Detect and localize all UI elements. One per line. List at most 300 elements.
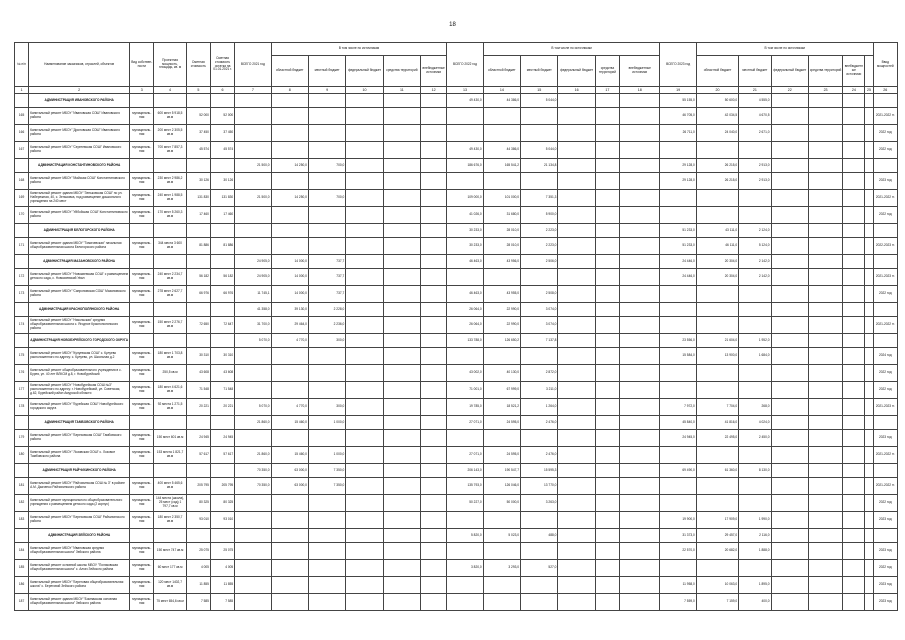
- row-value: [271, 173, 308, 190]
- row-value: [447, 512, 483, 529]
- column-number: 14: [483, 87, 520, 94]
- row-value: [696, 317, 738, 334]
- row-value: [865, 286, 873, 303]
- row-name: Капитальный ремонт здания МБОУ "Зеньковская СОШ" по ул. Набережная, 40, с. Зеньковка, под размещение дошкольного учреждения на 240 мест: [29, 190, 130, 207]
- row-value: [696, 365, 738, 382]
- row-value: [483, 173, 520, 190]
- row-name: Капитальный ремонт МБОУ "Березовская СОШ" Тамбовского района: [29, 430, 130, 447]
- row-value: [421, 382, 447, 399]
- row-value: 700,0: [308, 190, 345, 207]
- row-value: [308, 560, 345, 577]
- row-value: [620, 190, 660, 207]
- row-value: [808, 125, 842, 142]
- row-value: [739, 303, 771, 317]
- row-value: 7 585: [186, 594, 210, 611]
- row-value: 7 704,0: [696, 399, 738, 416]
- row-kind: муниципаль-ная: [130, 447, 154, 464]
- row-value: [271, 560, 308, 577]
- row-value: [235, 495, 271, 512]
- row-value: [210, 303, 234, 317]
- row-value: 488,0: [521, 529, 558, 543]
- row-value: 131 830: [186, 190, 210, 207]
- row-value: 21 860,0: [235, 416, 271, 430]
- row-year: 2023 год: [873, 430, 897, 447]
- row-value: [595, 286, 619, 303]
- table-row: [15, 447, 898, 464]
- row-value: [308, 207, 345, 224]
- row-value: 63 000,0: [271, 478, 308, 495]
- row-value: 109 000,0: [447, 190, 483, 207]
- row-value: [421, 190, 447, 207]
- row-name: Капитальный ремонт МБОУ "Дроновская СОШ" Ивановского района: [29, 125, 130, 142]
- row-value: 30 310: [210, 348, 234, 365]
- row-value: [843, 255, 865, 269]
- row-index: [15, 303, 29, 317]
- header-source: средства территорий: [595, 56, 619, 87]
- row-value: [346, 173, 383, 190]
- column-number: 3: [130, 87, 154, 94]
- header-name: Наименование заказчиков, отраслей, объектов: [29, 43, 130, 87]
- row-value: 69 490,0: [660, 464, 696, 478]
- row-index: 185: [15, 560, 29, 577]
- row-value: [771, 512, 808, 529]
- row-value: 133 788,0: [447, 334, 483, 348]
- row-value: 31 680,0: [483, 207, 520, 224]
- row-value: [421, 529, 447, 543]
- row-index: [15, 224, 29, 238]
- row-value: [521, 269, 558, 286]
- row-year: 2021-2023 гг.: [873, 269, 897, 286]
- row-value: [595, 577, 619, 594]
- row-year: [873, 416, 897, 430]
- row-value: 56 182: [210, 269, 234, 286]
- row-value: 2 124,0: [739, 224, 771, 238]
- row-value: [421, 269, 447, 286]
- row-value: [771, 365, 808, 382]
- row-cap: 230 мест 2 986,2 кв.м: [154, 173, 186, 190]
- row-value: 2 450,0: [739, 430, 771, 447]
- row-value: 15 460,0: [271, 447, 308, 464]
- row-value: 5 900,0: [521, 207, 558, 224]
- row-year: 2021-2022 гг.: [873, 190, 897, 207]
- row-value: 80 325: [186, 495, 210, 512]
- row-value: [271, 142, 308, 159]
- row-value: 2 223,0: [521, 238, 558, 255]
- row-value: [308, 594, 345, 611]
- row-value: [346, 159, 383, 173]
- row-value: 3 263,0: [521, 495, 558, 512]
- row-year: 2021-2023 гг.: [873, 399, 897, 416]
- row-value: [808, 447, 842, 464]
- row-value: 22 990,0: [483, 317, 520, 334]
- row-index: [15, 529, 29, 543]
- row-value: [346, 224, 383, 238]
- row-value: 24 945,0: [660, 430, 696, 447]
- row-value: [843, 399, 865, 416]
- row-value: 186 676,0: [447, 159, 483, 173]
- row-value: [346, 430, 383, 447]
- row-value: [235, 365, 271, 382]
- row-kind: муниципаль-ная: [130, 207, 154, 224]
- row-value: [271, 108, 308, 125]
- row-value: [421, 416, 447, 430]
- row-value: [421, 159, 447, 173]
- row-value: 52 000: [210, 108, 234, 125]
- row-value: [271, 238, 308, 255]
- group-row: [15, 159, 898, 173]
- row-value: [308, 125, 345, 142]
- row-cap: 250,5 кв.м: [154, 365, 186, 382]
- row-value: 20 304,0: [696, 269, 738, 286]
- row-year: [873, 334, 897, 348]
- column-number: 19: [660, 87, 696, 94]
- row-value: 13 900,0: [696, 348, 738, 365]
- row-value: [421, 125, 447, 142]
- row-value: 27 071,0: [447, 416, 483, 430]
- row-value: [558, 207, 595, 224]
- row-value: [421, 365, 447, 382]
- row-value: [483, 594, 520, 611]
- row-name: Капитальный ремонт МБОУ "Уйбойская СОШ" Константиновского района: [29, 207, 130, 224]
- row-value: [620, 365, 660, 382]
- row-value: [346, 303, 383, 317]
- row-value: [271, 512, 308, 529]
- row-value: [558, 447, 595, 464]
- row-cap: 170 мест 5 260,3 кв.м: [154, 207, 186, 224]
- row-name: АДМИНИСТРАЦИЯ РАЙЧИХИНСКОГО РАЙОНА: [29, 464, 130, 478]
- row-value: 2 236,0: [308, 317, 345, 334]
- row-value: 2 671,0: [739, 125, 771, 142]
- header-source: внебюджетные источники: [843, 56, 865, 87]
- row-value: [483, 543, 520, 560]
- row-value: [771, 543, 808, 560]
- row-value: 135 793,0: [447, 478, 483, 495]
- row-value: [558, 255, 595, 269]
- row-value: [383, 543, 420, 560]
- table-row: [15, 430, 898, 447]
- row-value: 7 350,0: [308, 464, 345, 478]
- row-value: [865, 447, 873, 464]
- row-value: [808, 560, 842, 577]
- row-value: [843, 238, 865, 255]
- row-value: [346, 543, 383, 560]
- row-value: [383, 190, 420, 207]
- row-value: 50 227,0: [447, 495, 483, 512]
- row-value: [771, 464, 808, 478]
- row-name: Капитальный ремонт МБОУ "Березовская СОШ" Райчихинского района: [29, 512, 130, 529]
- row-name: Капитальный ремонт МБОУ "Ивановская СОШ" Ивановского района: [29, 108, 130, 125]
- row-value: [558, 478, 595, 495]
- row-index: 184: [15, 543, 29, 560]
- row-value: 93 010: [210, 512, 234, 529]
- row-value: 2 506,0: [521, 255, 558, 269]
- row-kind: [130, 303, 154, 317]
- row-name: Капитальный ремонт здания МБОУ "Томичевская" начальная общеобразовательная школа Белогорского района: [29, 238, 130, 255]
- row-index: 168: [15, 173, 29, 190]
- row-value: [186, 416, 210, 430]
- row-value: 51 233,0: [660, 238, 696, 255]
- row-value: 57 617: [210, 447, 234, 464]
- row-value: [558, 190, 595, 207]
- row-cap: [154, 416, 186, 430]
- row-value: [558, 286, 595, 303]
- row-value: [771, 399, 808, 416]
- row-value: 11 855: [210, 577, 234, 594]
- row-value: [483, 577, 520, 594]
- row-value: 24 595,0: [483, 416, 520, 430]
- row-value: [308, 543, 345, 560]
- row-value: [620, 334, 660, 348]
- row-year: 2021-2022 гг.: [873, 317, 897, 334]
- row-value: [421, 94, 447, 108]
- row-value: [235, 382, 271, 399]
- row-value: [421, 286, 447, 303]
- row-value: [521, 594, 558, 611]
- row-value: 72 650: [186, 317, 210, 334]
- row-value: [421, 478, 447, 495]
- row-value: [808, 238, 842, 255]
- row-value: [771, 255, 808, 269]
- row-value: [558, 303, 595, 317]
- row-index: 181: [15, 478, 29, 495]
- row-value: [383, 495, 420, 512]
- row-value: [739, 495, 771, 512]
- row-value: 28 010,0: [483, 224, 520, 238]
- row-value: 7 137,8: [521, 334, 558, 348]
- row-value: [558, 594, 595, 611]
- row-value: 5 070,0: [235, 399, 271, 416]
- row-name: Капитальный ремонт МБОУ "Новокиевская СОШ" с размещением детского сада, с. Новокиевский Увал: [29, 269, 130, 286]
- row-value: [235, 94, 271, 108]
- row-value: [808, 224, 842, 238]
- row-index: 166: [15, 125, 29, 142]
- row-value: 2 913,0: [739, 173, 771, 190]
- column-number: 7: [235, 87, 271, 94]
- row-index: [15, 334, 29, 348]
- row-value: [771, 142, 808, 159]
- row-value: [771, 125, 808, 142]
- row-value: 24 905,0: [235, 255, 271, 269]
- header-source: федеральный бюджет: [346, 56, 383, 87]
- row-kind: [130, 94, 154, 108]
- row-index: 182: [15, 495, 29, 512]
- row-value: [383, 238, 420, 255]
- row-cap: [154, 303, 186, 317]
- row-value: 1 264,0: [521, 399, 558, 416]
- column-number: 18: [620, 87, 660, 94]
- row-value: [843, 495, 865, 512]
- row-value: [383, 478, 420, 495]
- row-value: [483, 125, 520, 142]
- row-year: 2022-2023 гг.: [873, 238, 897, 255]
- row-name: Капитальный ремонт МБОУ "Майская СОШ" Константиновского района: [29, 173, 130, 190]
- row-value: 30 126: [210, 173, 234, 190]
- row-cap: [154, 464, 186, 478]
- row-value: 5 820,0: [447, 529, 483, 543]
- row-year: 2022 год: [873, 365, 897, 382]
- row-value: [660, 382, 696, 399]
- row-value: 19 785,0: [447, 399, 483, 416]
- row-index: [15, 94, 29, 108]
- row-value: 131 830: [210, 190, 234, 207]
- header-source: федеральный бюджет: [558, 56, 595, 87]
- row-value: 43 608: [186, 365, 210, 382]
- row-value: [808, 399, 842, 416]
- row-kind: муниципаль-ная: [130, 577, 154, 594]
- header-group-2023: В том числе по источникам: [696, 43, 873, 56]
- row-value: [421, 399, 447, 416]
- row-value: 2 476,0: [521, 447, 558, 464]
- row-kind: муниципаль-ная: [130, 238, 154, 255]
- row-value: 49 430,0: [447, 142, 483, 159]
- row-cap: 180 мест 4 621,6 кв.м: [154, 382, 186, 399]
- row-value: 56 182: [186, 269, 210, 286]
- row-value: [383, 464, 420, 478]
- row-name: АДМИНИСТРАЦИЯ КРАСНОПОЛЯНСКОГО РАЙОНА: [29, 303, 130, 317]
- row-name: Капитальный ремонт МБОУ "Береговая общеобразовательная школа" с. Береговой Зейского района: [29, 577, 130, 594]
- row-value: [383, 365, 420, 382]
- row-kind: [130, 464, 154, 478]
- row-value: 30 233,0: [447, 238, 483, 255]
- row-value: [186, 159, 210, 173]
- row-value: [771, 303, 808, 317]
- row-value: [186, 464, 210, 478]
- header-source: внебюджетные источники: [620, 56, 660, 87]
- row-value: 55 155,0: [660, 94, 696, 108]
- row-value: 45 574: [186, 142, 210, 159]
- row-value: [808, 108, 842, 125]
- group-row: [15, 464, 898, 478]
- row-value: [843, 382, 865, 399]
- row-value: [771, 430, 808, 447]
- row-value: 67 999,0: [483, 382, 520, 399]
- row-value: 20 221: [186, 399, 210, 416]
- group-row: [15, 416, 898, 430]
- row-value: 2 872,0: [521, 365, 558, 382]
- row-value: 1 684,0: [739, 348, 771, 365]
- row-value: [696, 495, 738, 512]
- row-value: [771, 286, 808, 303]
- row-name: Капитальный ремонт муниципального общеобразовательного учреждения с размещением детского сада (2 корпус): [29, 495, 130, 512]
- row-value: 24 945: [210, 430, 234, 447]
- row-value: [447, 173, 483, 190]
- row-value: [660, 365, 696, 382]
- row-year: [873, 303, 897, 317]
- row-value: [235, 512, 271, 529]
- row-value: [235, 238, 271, 255]
- row-kind: муниципаль-ная: [130, 108, 154, 125]
- row-value: 66 976: [186, 286, 210, 303]
- row-value: [660, 142, 696, 159]
- row-value: 30 310: [186, 348, 210, 365]
- row-value: [620, 269, 660, 286]
- column-number: 4: [154, 87, 186, 94]
- row-value: [696, 382, 738, 399]
- row-value: [346, 399, 383, 416]
- row-value: 43 002,0: [447, 365, 483, 382]
- row-value: 2 223,0: [521, 224, 558, 238]
- row-value: [808, 317, 842, 334]
- row-value: 7 972,0: [660, 399, 696, 416]
- row-value: 1 990,0: [739, 512, 771, 529]
- row-name: Капитальный ремонт основной школы МБОУ "Поляковская общеобразовательная школа" с. Алгач Зейского района: [29, 560, 130, 577]
- row-index: 175: [15, 348, 29, 365]
- row-value: [843, 512, 865, 529]
- table-row: [15, 365, 898, 382]
- row-value: [346, 365, 383, 382]
- row-kind: муниципаль-ная: [130, 512, 154, 529]
- row-value: [383, 512, 420, 529]
- row-value: 61 360,0: [696, 464, 738, 478]
- row-value: [595, 560, 619, 577]
- row-value: [865, 365, 873, 382]
- row-value: 52 000: [186, 108, 210, 125]
- row-value: [808, 577, 842, 594]
- row-value: 17 460: [186, 207, 210, 224]
- row-value: [271, 594, 308, 611]
- row-value: [271, 529, 308, 543]
- row-value: [595, 399, 619, 416]
- column-number: 1: [15, 87, 29, 94]
- row-year: 2022 год: [873, 142, 897, 159]
- row-value: [383, 447, 420, 464]
- row-value: 24 446,0: [660, 269, 696, 286]
- row-kind: муниципаль-ная: [130, 317, 154, 334]
- column-number: 16: [558, 87, 595, 94]
- row-value: [595, 269, 619, 286]
- row-kind: муниципаль-ная: [130, 382, 154, 399]
- row-value: [308, 430, 345, 447]
- row-value: [865, 416, 873, 430]
- column-number: 23: [808, 87, 842, 94]
- row-value: [865, 317, 873, 334]
- row-value: [308, 173, 345, 190]
- row-value: [421, 577, 447, 594]
- row-value: [558, 108, 595, 125]
- row-year: 2022 год: [873, 286, 897, 303]
- row-value: [865, 159, 873, 173]
- row-value: [271, 207, 308, 224]
- row-value: 24 040,0: [696, 125, 738, 142]
- row-value: 43 956,0: [483, 255, 520, 269]
- row-value: [865, 224, 873, 238]
- row-value: [620, 594, 660, 611]
- row-value: [843, 447, 865, 464]
- row-value: [771, 382, 808, 399]
- row-value: 72 647: [210, 317, 234, 334]
- row-value: [620, 286, 660, 303]
- row-value: [235, 560, 271, 577]
- column-number: 20: [696, 87, 738, 94]
- row-cap: [154, 255, 186, 269]
- row-value: [346, 317, 383, 334]
- row-value: [865, 94, 873, 108]
- row-value: [808, 529, 842, 543]
- row-kind: муниципаль-ная: [130, 495, 154, 512]
- row-value: [595, 430, 619, 447]
- row-name: Капитальный ремонт МБОУ "Бурейская СОШ" Новобурейского городского округа: [29, 399, 130, 416]
- row-index: 177: [15, 382, 29, 399]
- row-cap: 700 мест 7 857,3 кв.м: [154, 142, 186, 159]
- row-value: [696, 142, 738, 159]
- row-value: 31 373,0: [660, 529, 696, 543]
- column-number: 22: [771, 87, 808, 94]
- row-value: [421, 543, 447, 560]
- row-value: [865, 464, 873, 478]
- row-value: [771, 317, 808, 334]
- column-number: 5: [186, 87, 210, 94]
- row-index: 171: [15, 238, 29, 255]
